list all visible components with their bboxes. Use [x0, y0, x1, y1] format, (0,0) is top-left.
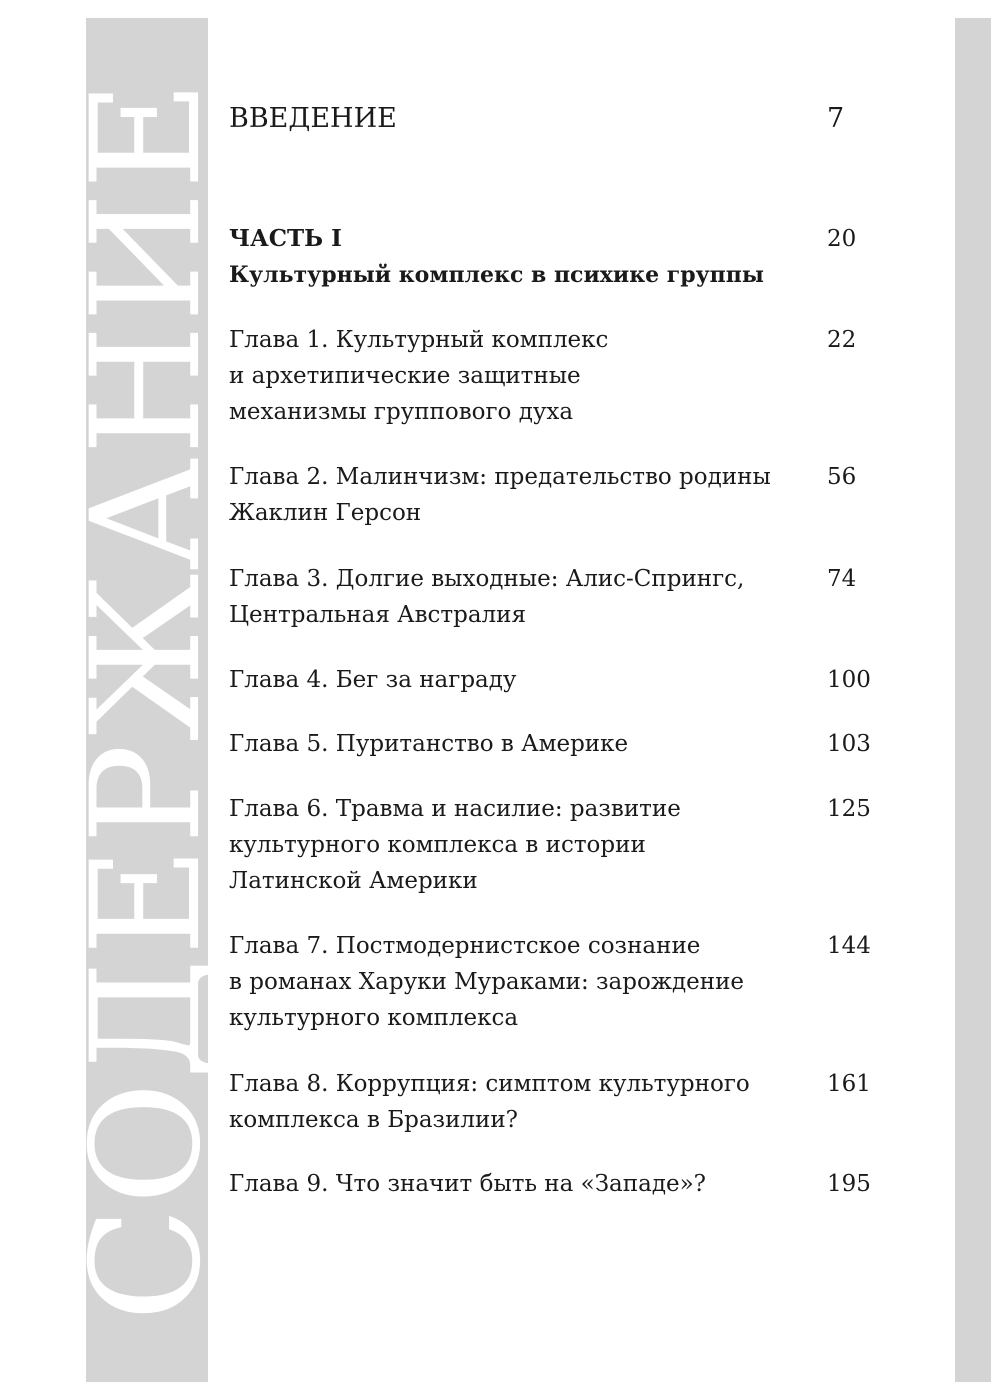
chapter-title-line: культурного комплекса в истории	[229, 832, 646, 858]
toc-entry-chapter-3[interactable]	[229, 561, 879, 633]
toc-entry-intro[interactable]	[229, 101, 879, 137]
chapter-title-line: Глава 3. Долгие выходные: Алис-Спрингс,	[229, 566, 745, 592]
toc-entry-chapter-5[interactable]	[229, 726, 879, 762]
chapter-title-line: Глава 8. Коррупция: симптом культурного	[229, 1071, 750, 1097]
chapter-title-line: Глава 9. Что значит быть на «Западе»?	[229, 1171, 706, 1197]
toc-entry-chapter-6[interactable]	[229, 791, 879, 899]
side-title: СОДЕРЖАНИЕ	[60, 78, 234, 1322]
chapter-title-line: Глава 5. Пуританство в Америке	[229, 731, 629, 757]
right-band	[955, 18, 991, 1382]
chapter-title-line: комплекса в Бразилии?	[229, 1107, 519, 1133]
chapter-title-line: Глава 6. Травма и насилие: развитие	[229, 796, 681, 822]
chapter-title-line: Центральная Австралия	[229, 602, 527, 628]
chapter-title-line: Латинской Америки	[229, 868, 478, 894]
toc-entry-title: ВВЕДЕНИЕ	[229, 103, 397, 134]
chapter-title-line: Глава 4. Бег за награду	[229, 667, 517, 693]
toc-page-number: 125	[827, 796, 871, 822]
toc-entry-part-1[interactable]	[229, 221, 879, 293]
toc-entry-chapter-7[interactable]	[229, 928, 879, 1036]
toc-page-number: 20	[827, 226, 857, 252]
part-title: ЧАСТЬ I	[229, 225, 342, 252]
toc-page-number: 161	[827, 1071, 871, 1097]
chapter-title-line: Глава 2. Малинчизм: предательство родины	[229, 464, 771, 490]
toc-page-number: 7	[827, 103, 845, 134]
toc-entry-chapter-8[interactable]	[229, 1066, 879, 1138]
toc-page-number: 56	[827, 464, 857, 490]
toc-page-number: 195	[827, 1171, 871, 1197]
chapter-title-line: и архетипические защитные	[229, 363, 581, 389]
toc-page-number: 144	[827, 933, 871, 959]
chapter-title-line: в романах Харуки Мураками: зарождение	[229, 969, 745, 995]
chapter-title-line: Глава 1. Культурный комплекс	[229, 327, 609, 353]
chapter-title-line: Глава 7. Постмодернистское сознание	[229, 933, 701, 959]
toc-page-number: 100	[827, 667, 871, 693]
toc-entry-chapter-4[interactable]	[229, 662, 879, 698]
chapter-title-line: механизмы группового духа	[229, 399, 574, 425]
side-band	[60, 18, 234, 1382]
toc-page-number: 22	[827, 327, 857, 353]
toc-entry-chapter-9[interactable]	[229, 1166, 879, 1202]
toc-entry-chapter-1[interactable]	[229, 322, 879, 430]
chapter-title-line: культурного комплекса	[229, 1005, 519, 1031]
chapter-title-line: Жаклин Герсон	[229, 500, 422, 526]
part-subtitle: Культурный комплекс в психике группы	[229, 262, 764, 288]
toc-page-number: 74	[827, 566, 857, 592]
toc-page-number: 103	[827, 731, 871, 757]
toc-entry-chapter-2[interactable]	[229, 459, 879, 531]
